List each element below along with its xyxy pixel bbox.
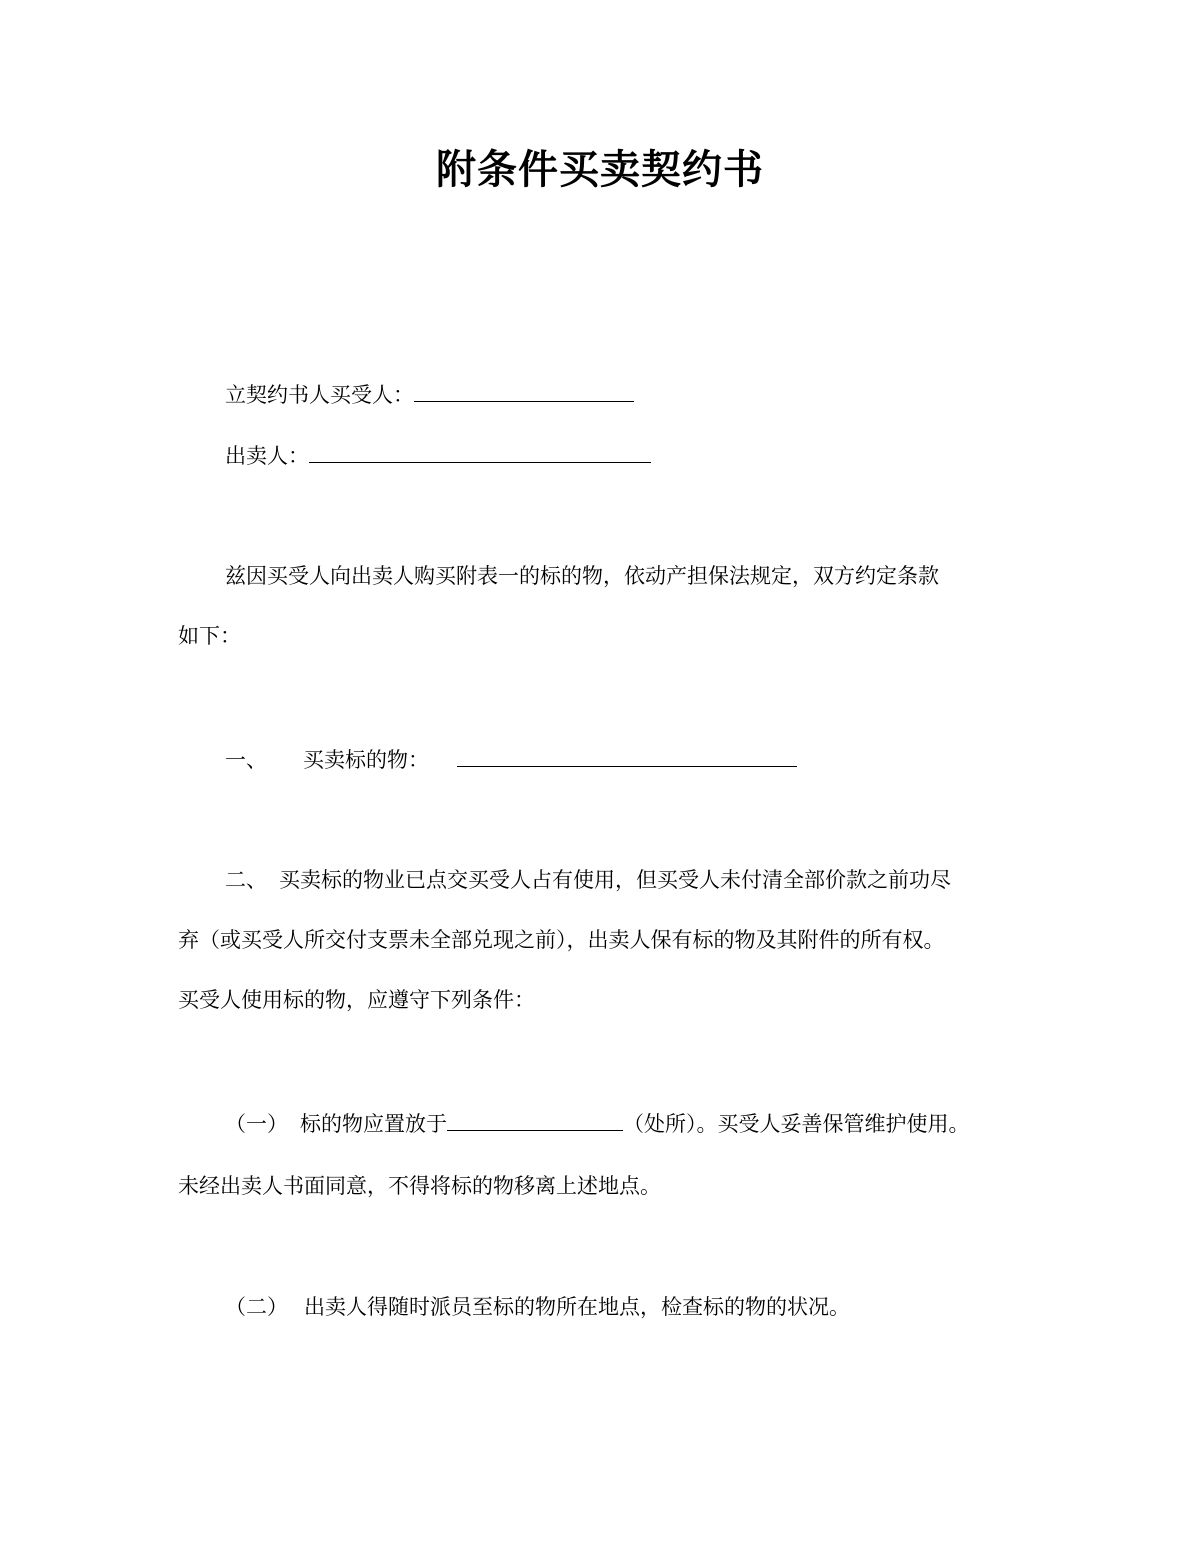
clause-2-line-3: 买受人使用标的物，应遵守下列条件： [178,988,535,1012]
seller-line [225,438,651,472]
sub-clause-1-before-blank: 标的物应置放于 [300,1112,447,1136]
clause-1 [225,742,797,776]
clause-1-number: 一、 [225,748,267,772]
clause-2-line-2: 弃（或买受人所交付支票未全部兑现之前），出卖人保有标的物及其附件的所有权。 [178,928,945,952]
sub-clause-1-number: （一） [225,1112,288,1136]
seller-label: 出卖人： [225,444,309,468]
seller-blank [309,438,651,463]
clause-2-line-1 [225,864,951,896]
preamble-line-2: 如下： [178,624,241,648]
clause-1-blank [457,742,797,767]
buyer-label: 立契约书人买受人： [225,383,414,407]
sub-clause-2 [225,1291,850,1323]
clause-2-text-1: 买卖标的物业已点交买受人占有使用，但买受人未付清全部价款之前功尽 [279,868,951,892]
clause-1-label: 买卖标的物： [303,748,429,772]
clause-2-number: 二、 [225,868,267,892]
sub-clause-1-line-1 [225,1106,970,1140]
document-title: 附条件买卖契约书 [436,147,764,193]
sub-clause-1-location-blank [447,1106,623,1131]
buyer-line [225,377,634,411]
buyer-blank [414,377,634,402]
sub-clause-2-number: （二） [225,1295,288,1319]
sub-clause-2-text: 出卖人得随时派员至标的物所在地点，检查标的物的状况。 [304,1295,850,1319]
sub-clause-1-after-blank: （处所）。买受人妥善保管维护使用。 [623,1112,970,1136]
sub-clause-1-line-2: 未经出卖人书面同意，不得将标的物移离上述地点。 [178,1174,661,1198]
preamble-line-1: 兹因买受人向出卖人购买附表一的标的物，依动产担保法规定，双方约定条款 [225,564,939,588]
